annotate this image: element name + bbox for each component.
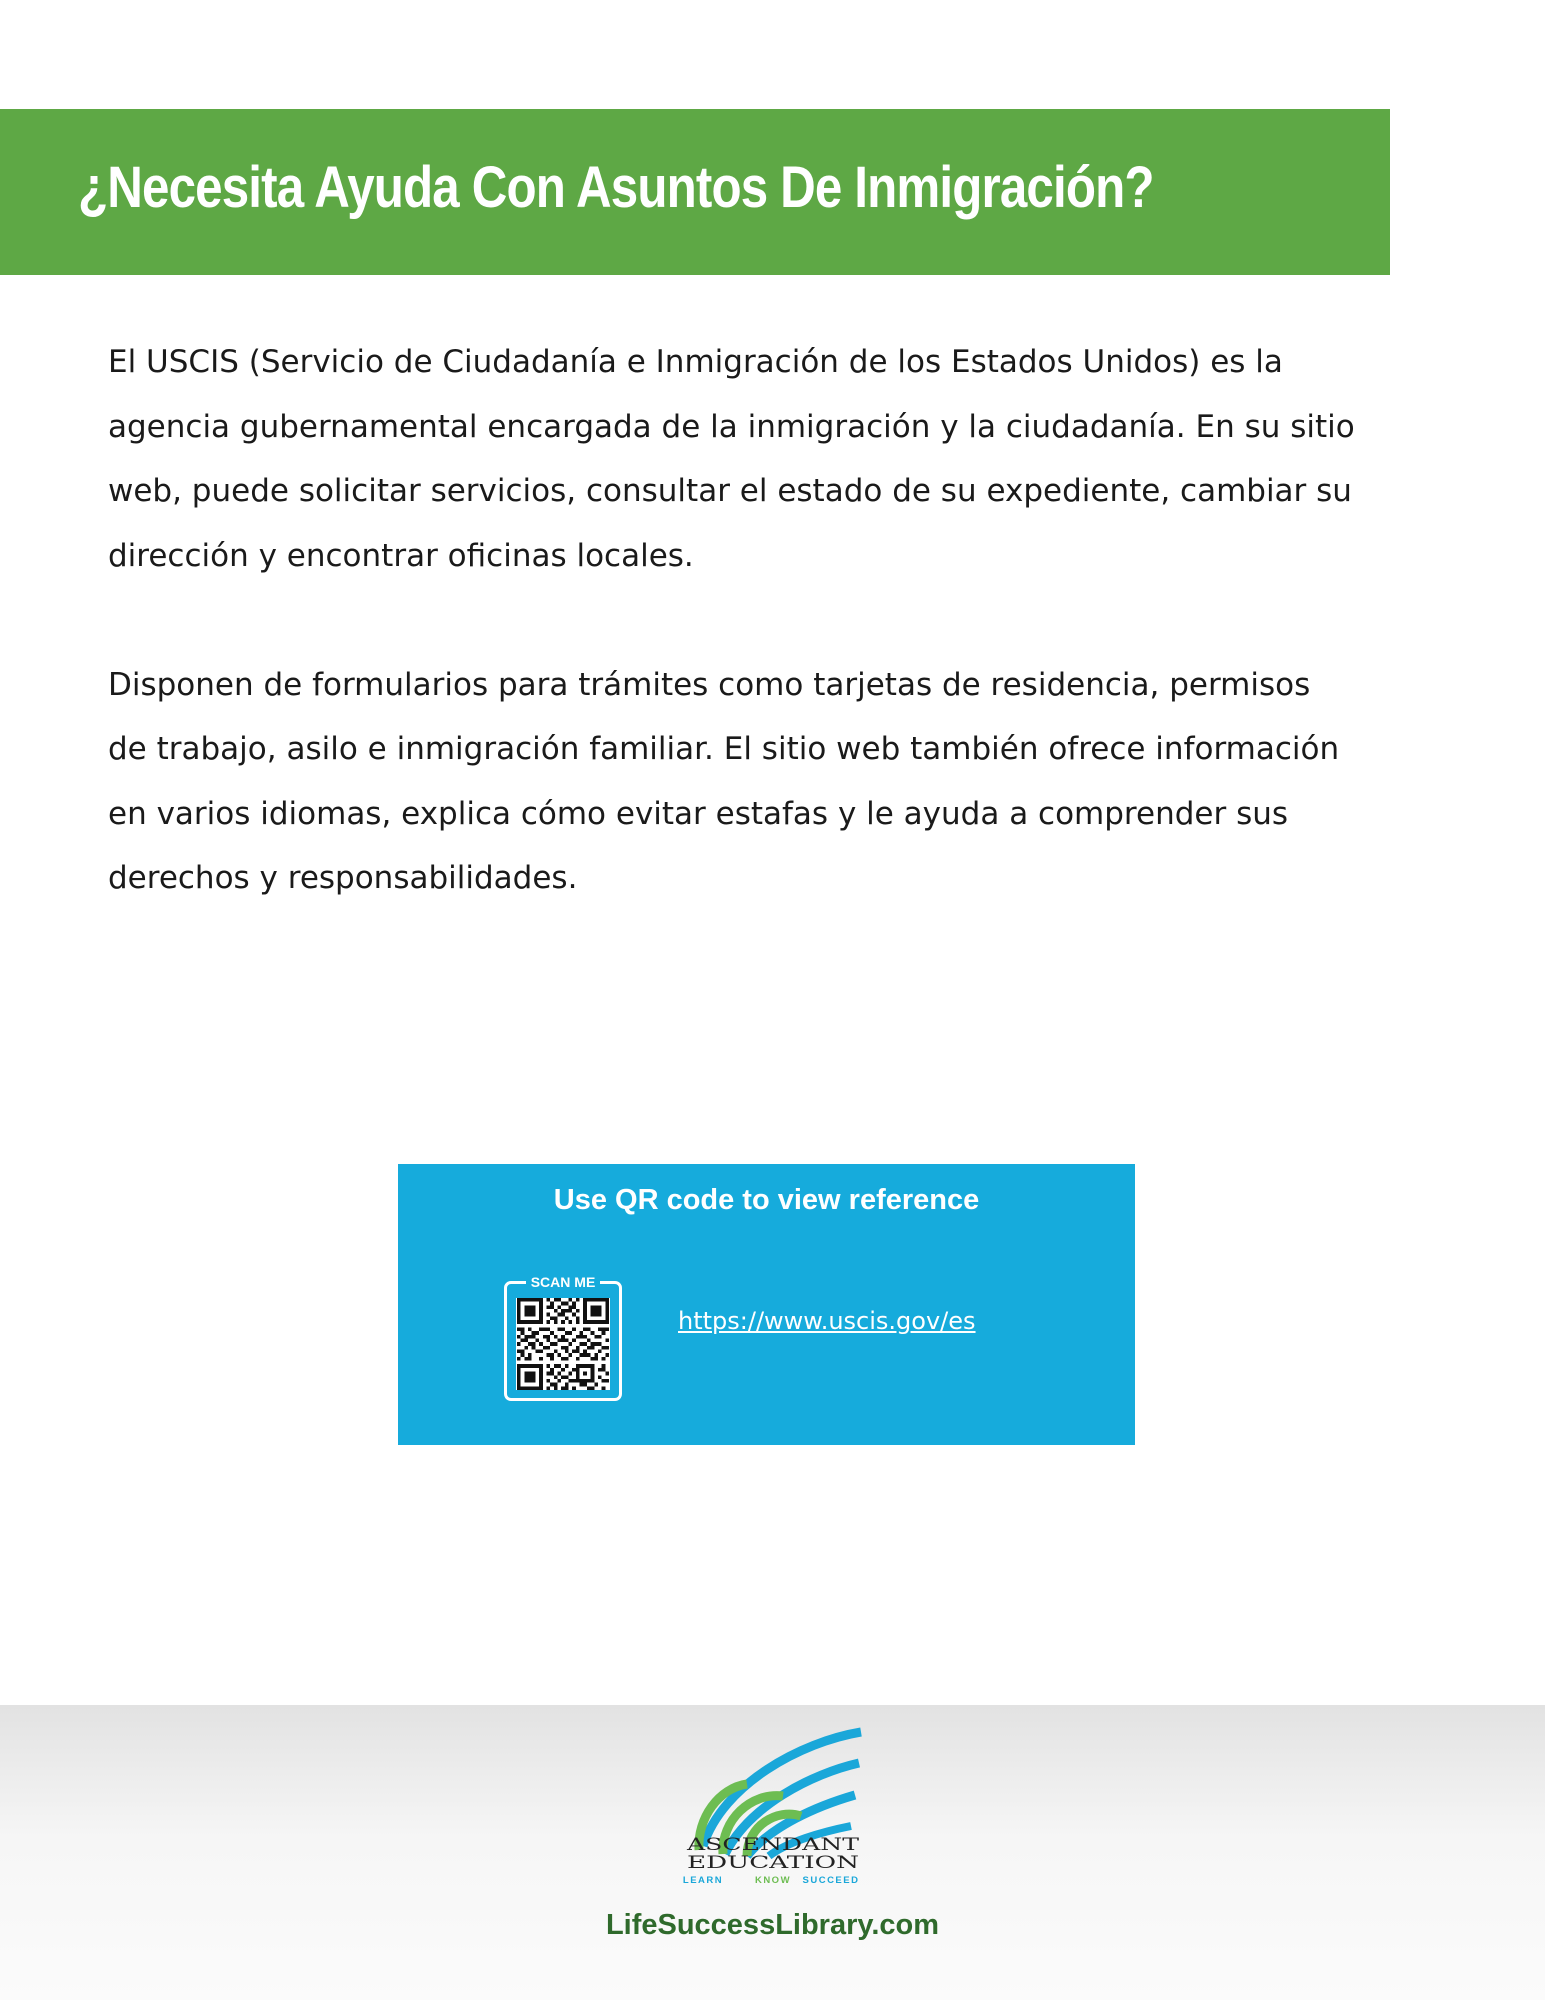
title-banner bbox=[0, 109, 1390, 275]
qr-code-frame[interactable] bbox=[504, 1274, 622, 1401]
qr-code-icon bbox=[516, 1298, 610, 1390]
logo-tagline-learn: LEARN bbox=[683, 1875, 724, 1886]
body-content bbox=[108, 330, 1358, 911]
page-title: ¿Necesita Ayuda Con Asuntos De Inmigración? bbox=[78, 155, 1154, 220]
logo-tagline-know: KNOW bbox=[754, 1875, 792, 1886]
paragraph-uscis-intro: El USCIS (Servicio de Ciudadanía e Inmigración de los Estados Unidos) es la agencia gubernamental encargada de la inmigración y la ciudadanía. En su sitio web, puede solicitar servicios, consultar el estado de su expediente, cambiar su dirección y encontrar oficinas locales. bbox=[108, 344, 1355, 574]
qr-reference-panel bbox=[398, 1164, 1135, 1445]
paragraph-forms-info: Disponen de formularios para trámites como tarjetas de residencia, permisos de trabajo, asilo e inmigración familiar. El sitio web también ofrece información en varios idiomas, explica cómo evitar estafas y le ayuda a comprender sus derechos y responsabilidades. bbox=[108, 666, 1340, 896]
ascendant-education-logo bbox=[683, 1726, 863, 1891]
site-url[interactable]: LifeSuccessLibrary.com bbox=[605, 1909, 940, 1941]
uscis-link[interactable]: https://www.uscis.gov/es bbox=[678, 1307, 976, 1335]
scan-me-label: SCAN ME bbox=[526, 1274, 601, 1290]
logo-text-ascendant: ASCENDANT bbox=[685, 1835, 860, 1855]
logo-tagline-succeed: SUCCEED bbox=[802, 1875, 860, 1886]
logo-text-education: EDUCATION bbox=[687, 1853, 860, 1873]
page-footer bbox=[0, 1705, 1545, 2000]
qr-panel-heading: Use QR code to view reference bbox=[553, 1184, 980, 1216]
